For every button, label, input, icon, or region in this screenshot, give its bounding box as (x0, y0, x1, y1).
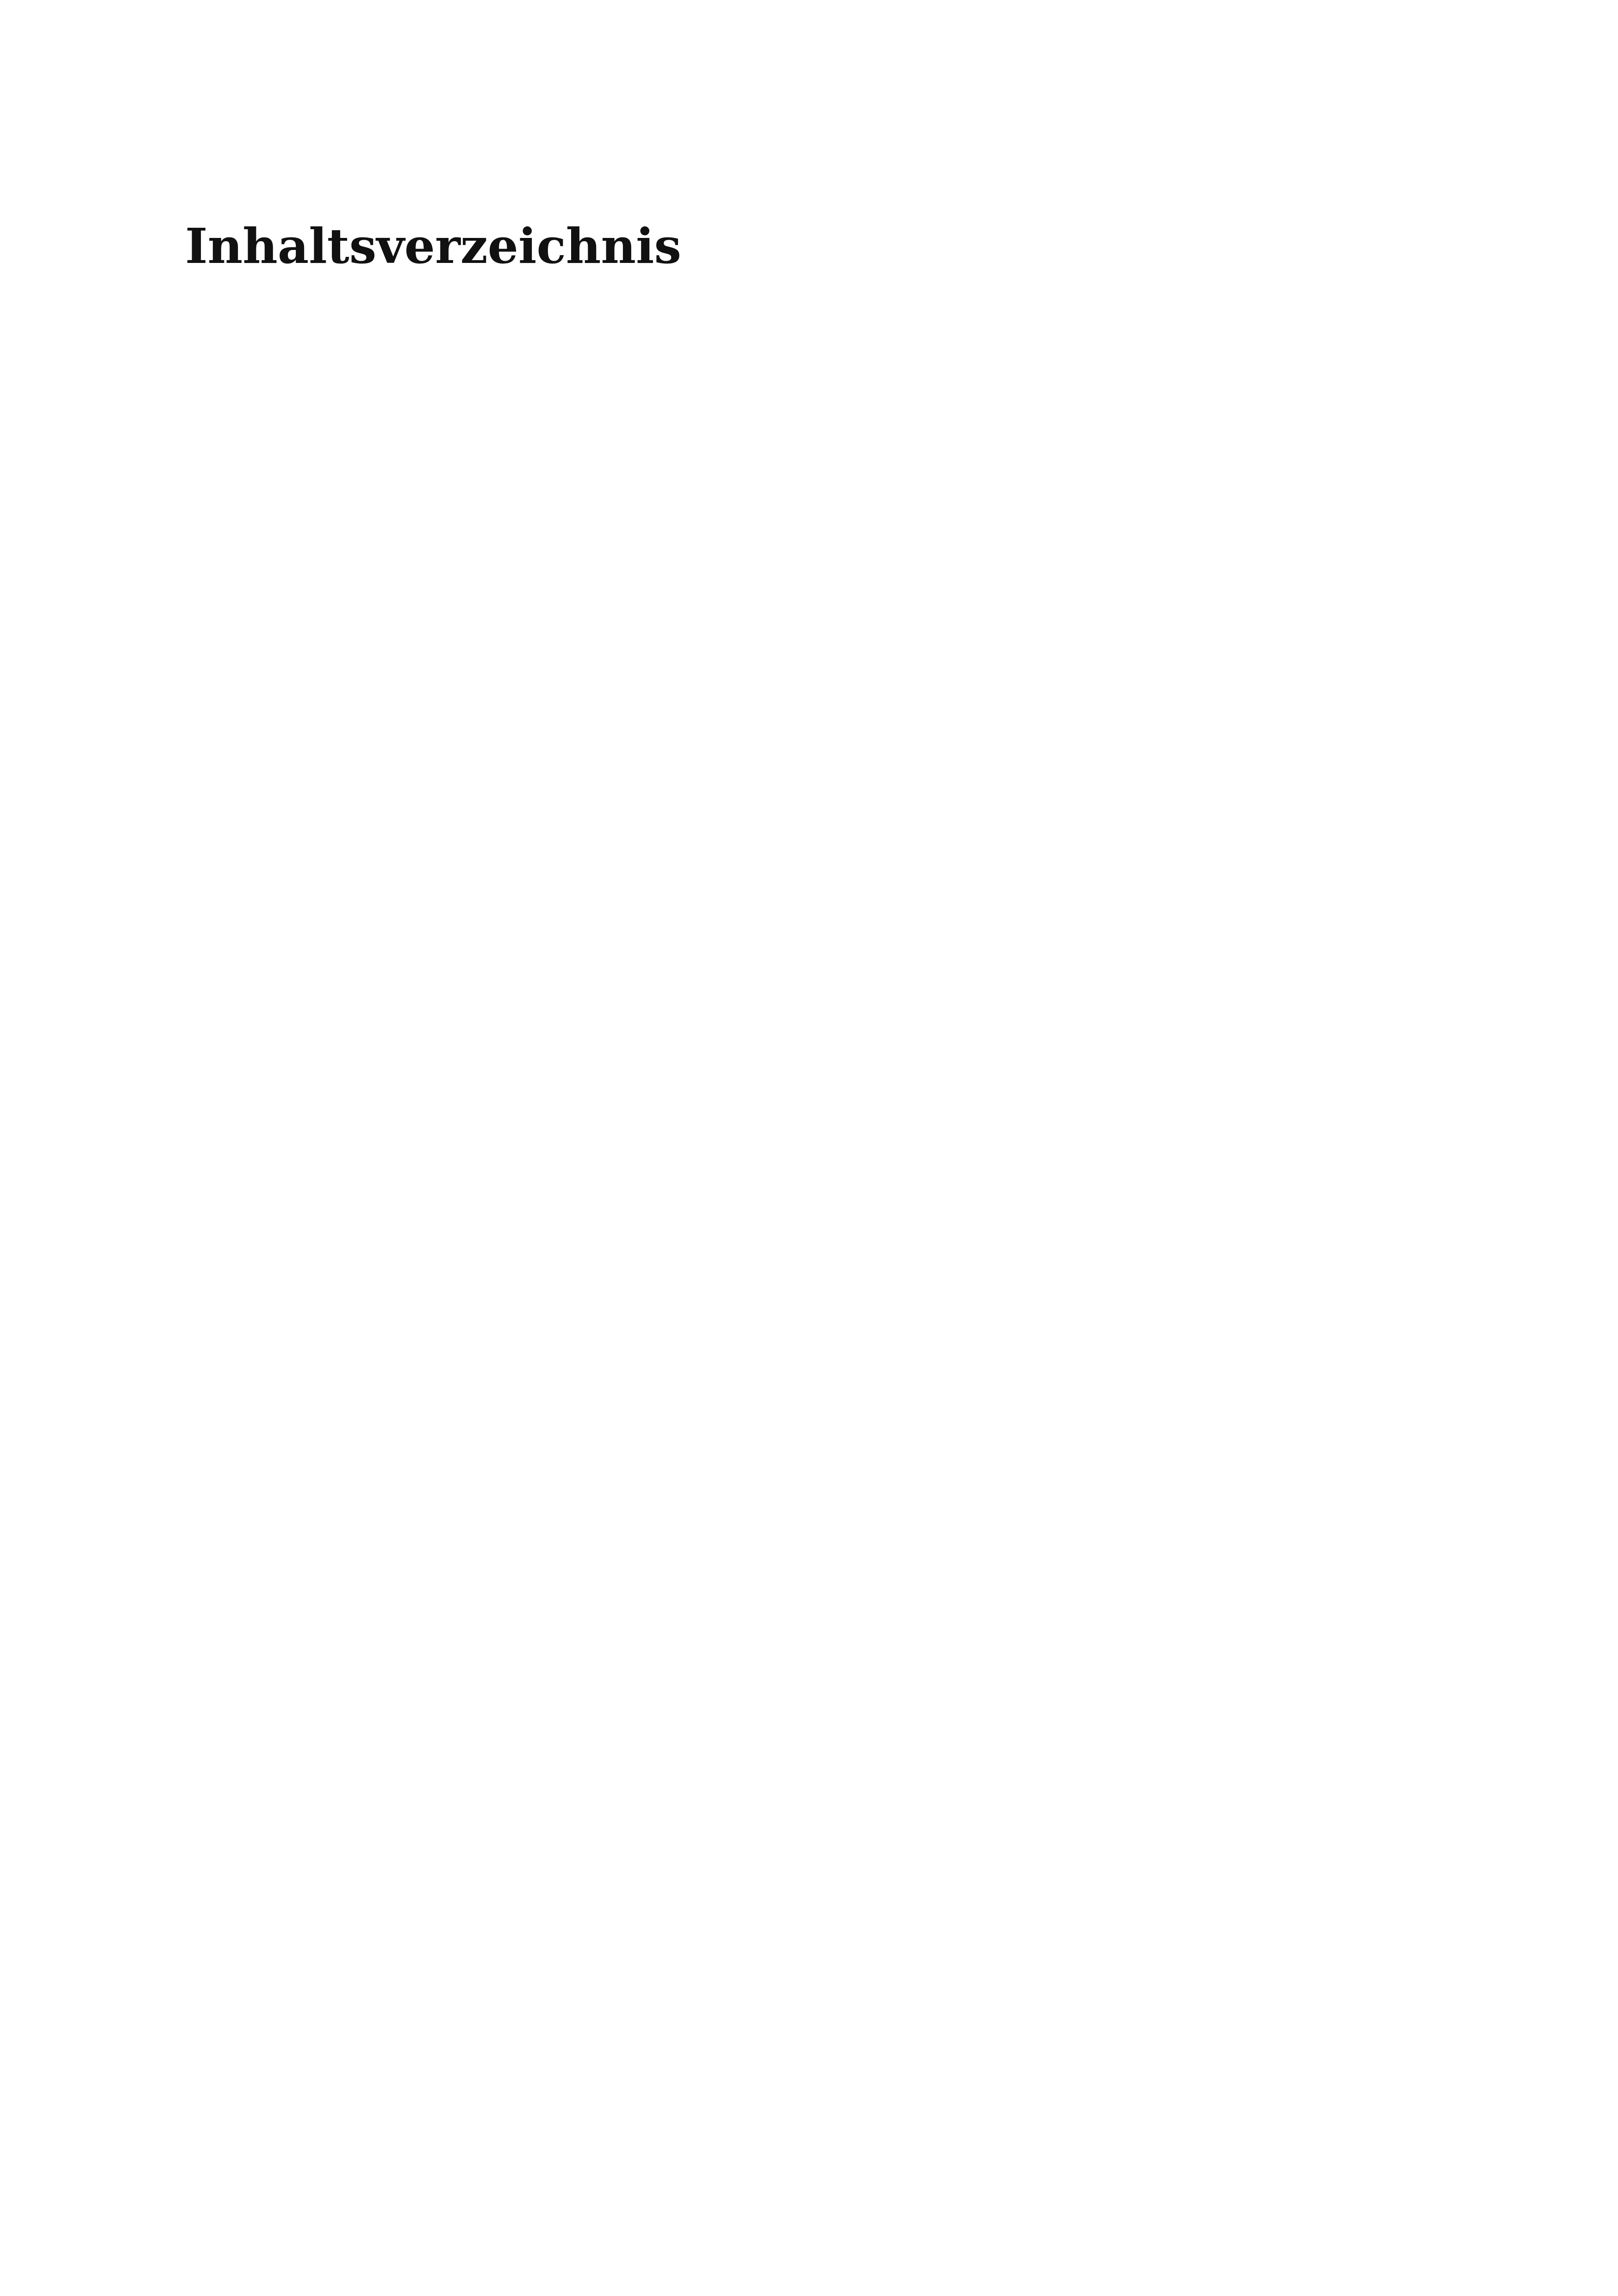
page-title: Inhaltsverzeichnis (185, 218, 682, 275)
